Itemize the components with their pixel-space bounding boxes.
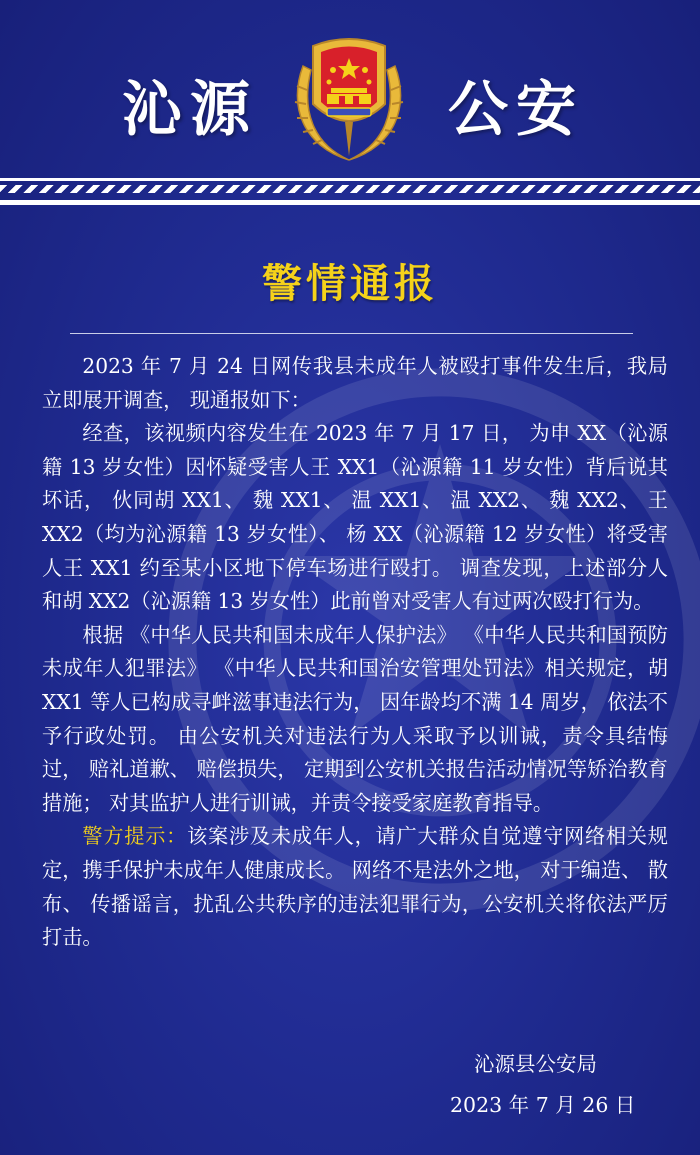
- issuer-signature: 沁源县公安局: [474, 1052, 597, 1076]
- header: [0, 0, 700, 175]
- paragraph-1: 2023 年 7 月 24 日网传我县未成年人被殴打事件发生后，我局立即展开调查， 现通报如下：: [42, 354, 668, 412]
- page-title: 警情通报: [262, 261, 438, 307]
- police-tip-text: 该案涉及未成年人，请广大群众自觉遵守网络相关规定，携手保护未成年人健康成长。 网络不是法外之地， 对于编造、 散布、 传播谣言，扰乱公共秩序的违法犯罪行为，公安机关将依法严厉打击。: [42, 824, 668, 950]
- stripe-top-line: [0, 178, 700, 181]
- police-tip-label: 警方提示：: [82, 824, 188, 849]
- police-emblem-icon: [283, 26, 415, 166]
- stripe-dashes: [0, 185, 700, 193]
- brand-name-left: 沁源: [122, 75, 258, 145]
- decorative-stripe: [0, 178, 700, 208]
- paragraph-3: 根据 《中华人民共和国未成年人保护法》 《中华人民共和国预防未成年人犯罪法》 《中华人民共和国治安管理处罚法》相关规定，胡 XX1 等人已构成寻衅滋事违法行为， 因年龄均不满 14 周岁， 依法不予行政处罚。 由公安机关对违法行为人采取予以训诫，责令具结悔过， 赔礼道歉、 赔偿损失， 定期到公安机关报告活动情况等矫治教育措施； 对其监护人进行训诫，并责令接受家庭教育指导。: [42, 622, 668, 815]
- title-divider: [70, 333, 633, 334]
- stripe-bottom-line: [0, 200, 700, 205]
- brand-name-right: 公安: [448, 75, 584, 145]
- paragraph-2: 经查，该视频内容发生在 2023 年 7 月 17 日， 为申 XX（沁源籍 13 岁女性）因怀疑受害人王 XX1（沁源籍 11 岁女性）背后说其坏话， 伙同胡 XX1、 魏 XX1、 温 XX1、 温 XX2、 魏 XX2、 王 XX2（均为沁源籍 13 岁女性）、 杨 XX（沁源籍 12 岁女性）将受害人王 XX1 约至某小区地下停车场进行殴打。 调查发现，上述部分人和胡 XX2（沁源籍 13 岁女性）此前曾对受害人有过两次殴打行为。: [42, 421, 668, 614]
- issue-date: 2023 年 7 月 26 日: [450, 1093, 636, 1117]
- paragraph-4: [42, 820, 668, 954]
- notice-body: [42, 350, 668, 955]
